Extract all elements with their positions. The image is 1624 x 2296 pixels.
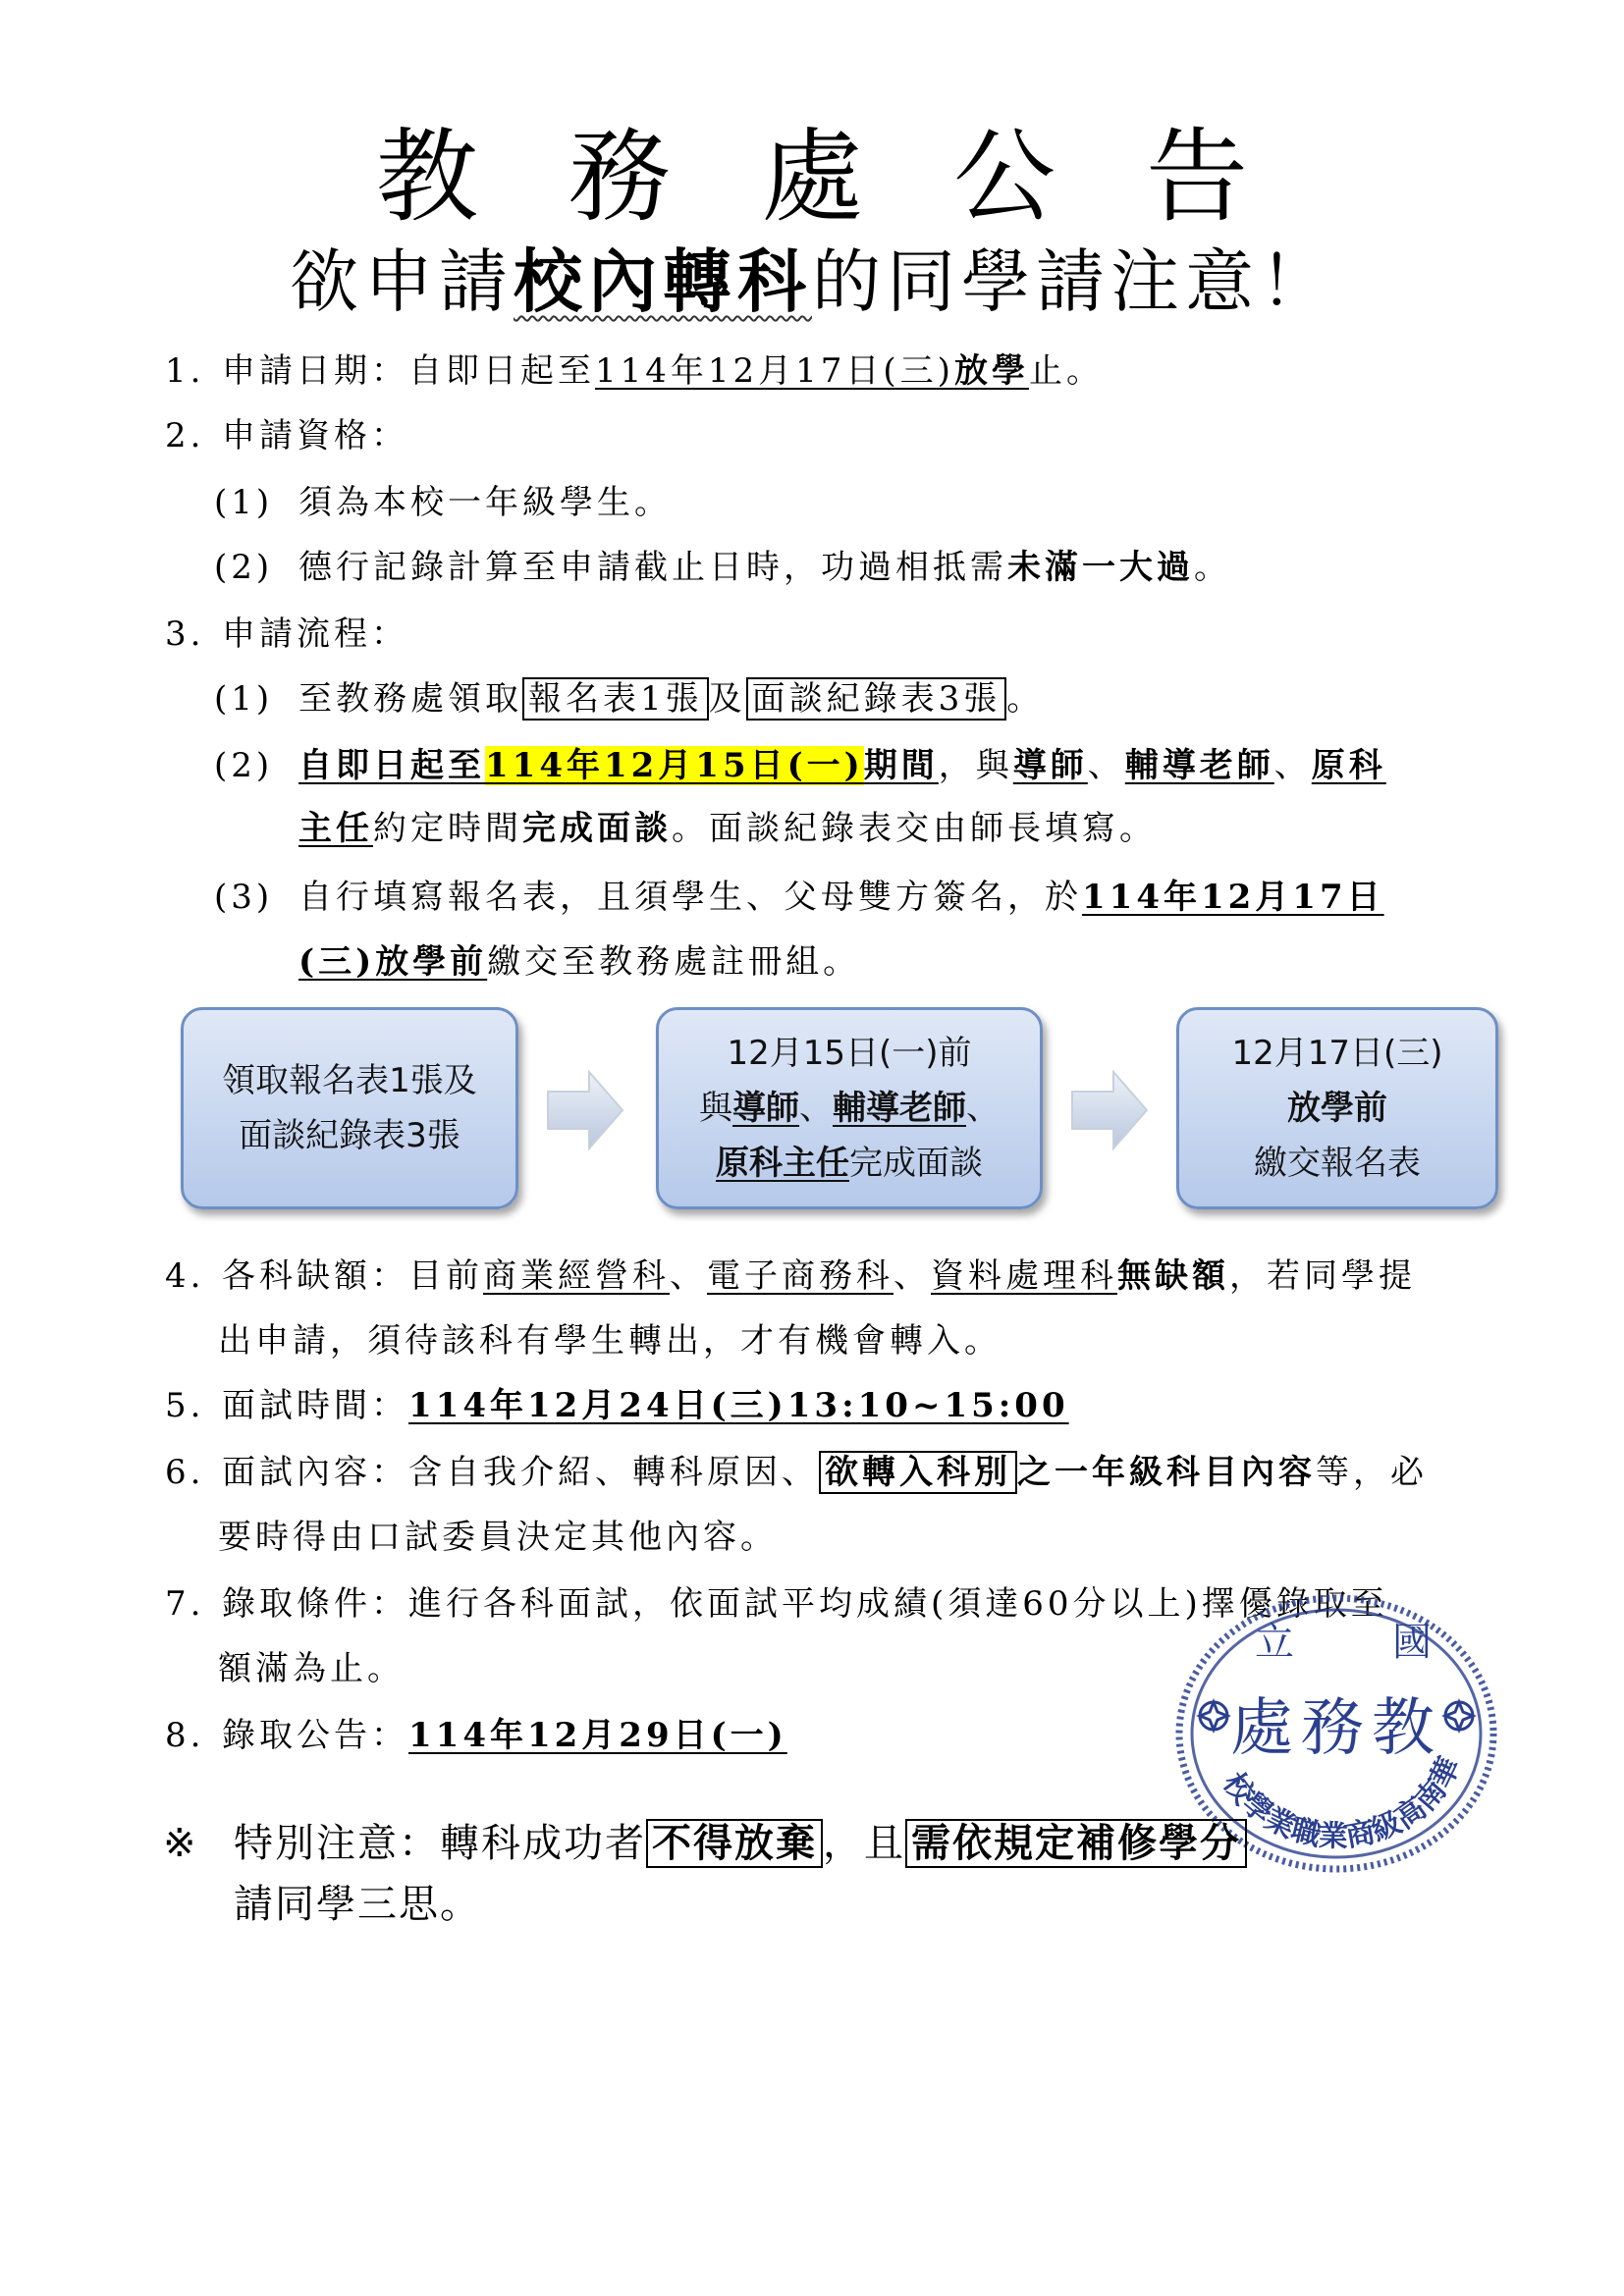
separator: 、 bbox=[893, 1256, 931, 1296]
item-1-date: 114年12月17日(三) bbox=[595, 351, 954, 391]
sub-number: (3) bbox=[214, 878, 274, 917]
separator: 、 bbox=[966, 1089, 1000, 1128]
item-3-sub-2-start: 自即日起至 bbox=[298, 746, 485, 785]
item-6-tail: 等，必 bbox=[1316, 1453, 1428, 1492]
item-number: 4. bbox=[165, 1256, 205, 1296]
interview-time: 114年12月24日(三)13:10~15:00 bbox=[408, 1386, 1069, 1425]
item-4-cont: 出申請，須待該科有學生轉出，才有機會轉入。 bbox=[218, 1321, 1001, 1361]
item-3-sub-2-period: 期間 bbox=[863, 746, 939, 785]
sub-number: (2) bbox=[214, 746, 274, 785]
subtitle-pre: 欲申請 bbox=[290, 241, 514, 322]
item-3-sub-1-text: 至教務處領取 bbox=[298, 679, 522, 719]
item-8-label: 錄取公告： bbox=[222, 1716, 408, 1755]
item-7-cont: 額滿為止。 bbox=[218, 1649, 405, 1688]
dept-business: 商業經營科 bbox=[483, 1256, 670, 1296]
item-number: 3. bbox=[165, 614, 205, 654]
flow-step-1-line1: 領取報名表1張及 bbox=[222, 1061, 477, 1100]
seal-arc-text: 校學業職業商級高南華 bbox=[1216, 1751, 1468, 1854]
special-note-cont: 請同學三思。 bbox=[234, 1882, 481, 1927]
sub-number: (1) bbox=[214, 483, 274, 522]
item-2 bbox=[165, 414, 408, 457]
signup-form-box: 報名表1張 bbox=[522, 677, 709, 721]
item-5-label: 面試時間： bbox=[222, 1386, 408, 1425]
item-1-tail: 止。 bbox=[1028, 351, 1104, 391]
no-vacancy: 無缺額 bbox=[1117, 1256, 1229, 1296]
item-3-sub-2-cont bbox=[298, 807, 1157, 850]
seal-center: 處務教 bbox=[1230, 1692, 1442, 1765]
item-number: 7. bbox=[165, 1584, 205, 1624]
item-3-sub-1 bbox=[214, 677, 1044, 721]
sub-number: (1) bbox=[214, 679, 274, 719]
item-3-sub-3-text: 自行填寫報名表，且須學生、父母雙方簽名，於 bbox=[298, 878, 1082, 917]
page-title: 教務處公告 bbox=[375, 117, 1338, 237]
flow-step-2-line1: 12月15日(一)前 bbox=[727, 1034, 972, 1073]
item-6-bold: 之一年級科目內容 bbox=[1017, 1453, 1316, 1492]
flow-step-3-line3: 繳交報名表 bbox=[1254, 1144, 1421, 1183]
item-3-sub-2-time: 約定時間 bbox=[373, 809, 522, 848]
cannot-give-up-box: 不得放棄 bbox=[646, 1819, 823, 1868]
separator: 、 bbox=[1273, 746, 1312, 785]
complete-interview: 完成面談 bbox=[522, 809, 672, 848]
item-number: 5. bbox=[165, 1386, 205, 1425]
item-number: 8. bbox=[165, 1716, 205, 1755]
sub-number: (2) bbox=[214, 548, 274, 587]
item-3-sub-1-tail: 。 bbox=[1006, 679, 1045, 719]
item-3-sub-1-mid: 及 bbox=[708, 679, 746, 719]
item-number: 6. bbox=[165, 1453, 205, 1492]
subtitle-emphasis: 校內轉科 bbox=[514, 240, 812, 322]
separator: 、 bbox=[1087, 746, 1125, 785]
announcement-date: 114年12月29日(一) bbox=[408, 1716, 787, 1755]
item-3-sub-3-tail: 繳交至教務處註冊組。 bbox=[487, 942, 861, 982]
flow-step-3 bbox=[1176, 1007, 1498, 1209]
flow-step-2-with: 與 bbox=[699, 1089, 732, 1128]
dept-data-processing: 資料處理科 bbox=[931, 1256, 1117, 1296]
flow-step-2-line2 bbox=[659, 1081, 1040, 1136]
item-3-sub-3-before: 放學前 bbox=[375, 942, 488, 982]
item-number: 2. bbox=[165, 416, 205, 455]
item-3-sub-3 bbox=[214, 876, 1384, 919]
flow-step-2-line3 bbox=[659, 1136, 1040, 1191]
item-3-sub-3-weekday: (三) bbox=[298, 942, 376, 982]
item-1-label: 申請日期：自即日起至 bbox=[222, 351, 595, 391]
flow-step-1-line2: 面談紀錄表3張 bbox=[239, 1116, 460, 1155]
dept-head-label-part2: 主任 bbox=[298, 809, 373, 848]
flow-dept-head: 原科主任 bbox=[716, 1144, 849, 1183]
item-4-tail: ，若同學提 bbox=[1229, 1256, 1416, 1296]
item-4 bbox=[165, 1255, 1416, 1298]
item-2-label: 申請資格： bbox=[222, 416, 408, 455]
counselor-label: 輔導老師 bbox=[1124, 746, 1274, 785]
item-3-sub-2-tail: 。面談紀錄表交由師長填寫。 bbox=[672, 809, 1157, 848]
teacher-label: 導師 bbox=[1012, 746, 1088, 785]
flow-step-2 bbox=[656, 1007, 1043, 1209]
item-3-sub-3-cont bbox=[298, 940, 860, 984]
item-8 bbox=[165, 1714, 787, 1757]
item-6 bbox=[165, 1451, 1428, 1494]
flow-step-3-line1: 12月17日(三) bbox=[1231, 1034, 1443, 1073]
flow-counselor: 輔導老師 bbox=[833, 1089, 966, 1128]
seal-top-right: 國 bbox=[1392, 1620, 1432, 1665]
separator: 、 bbox=[670, 1256, 707, 1296]
subtitle-post: 的同學請注意！ bbox=[812, 241, 1334, 322]
note-mark: ※ bbox=[163, 1821, 198, 1866]
flow-teacher: 導師 bbox=[732, 1089, 799, 1128]
interview-record-box: 面談紀錄表3張 bbox=[746, 677, 1007, 721]
item-3-sub-3-date: 114年12月17日 bbox=[1082, 878, 1384, 917]
flow-step-2-tail: 完成面談 bbox=[849, 1144, 983, 1183]
dept-ecommerce: 電子商務科 bbox=[707, 1256, 893, 1296]
flow-arrow-1 bbox=[546, 1070, 624, 1150]
item-3 bbox=[165, 613, 408, 656]
item-2-sub-2 bbox=[214, 546, 1231, 589]
flow-arrow-2 bbox=[1070, 1070, 1149, 1150]
item-1 bbox=[165, 349, 1104, 393]
separator: 、 bbox=[799, 1089, 833, 1128]
dept-head-label-part1: 原科 bbox=[1311, 746, 1386, 785]
item-6-cont: 要時得由口試委員決定其他內容。 bbox=[218, 1518, 778, 1557]
item-2-sub-2-text: 德行記錄計算至申請截止日時，功過相抵需 bbox=[298, 548, 1007, 587]
item-3-sub-2 bbox=[214, 744, 1386, 787]
page-subtitle bbox=[0, 240, 1624, 322]
note-mid: ，且 bbox=[823, 1821, 905, 1866]
item-3-sub-2-with: ，與 bbox=[938, 746, 1013, 785]
special-note bbox=[163, 1818, 1247, 1869]
item-1-bold: 放學 bbox=[953, 351, 1029, 391]
target-dept-box: 欲轉入科別 bbox=[819, 1451, 1017, 1494]
item-3-label: 申請流程： bbox=[222, 614, 408, 654]
seal-top-left: 立 bbox=[1255, 1620, 1294, 1665]
make-up-credits-box: 需依規定補修學分 bbox=[905, 1819, 1247, 1868]
item-4-label: 各科缺額：目前 bbox=[222, 1256, 483, 1296]
item-7-text: 錄取條件：進行各科面試，依面試平均成績(須達60分以上)擇優錄取至 bbox=[222, 1584, 1388, 1624]
item-number: 1. bbox=[165, 351, 205, 391]
item-2-sub-1-text: 須為本校一年級學生。 bbox=[298, 483, 672, 522]
item-2-sub-1 bbox=[214, 481, 672, 524]
flow-step-1 bbox=[181, 1007, 518, 1209]
note-text: 特別注意：轉科成功者 bbox=[234, 1821, 646, 1866]
item-2-sub-2-tail: 。 bbox=[1194, 548, 1231, 587]
flow-step-3-line2: 放學前 bbox=[1287, 1089, 1387, 1128]
item-5 bbox=[165, 1384, 1069, 1427]
deadline-highlight: 114年12月15日(一) bbox=[485, 746, 864, 785]
item-6-label: 面試內容：含自我介紹、轉科原因、 bbox=[222, 1453, 819, 1492]
item-2-sub-2-bold: 未滿一大過 bbox=[1007, 548, 1194, 587]
